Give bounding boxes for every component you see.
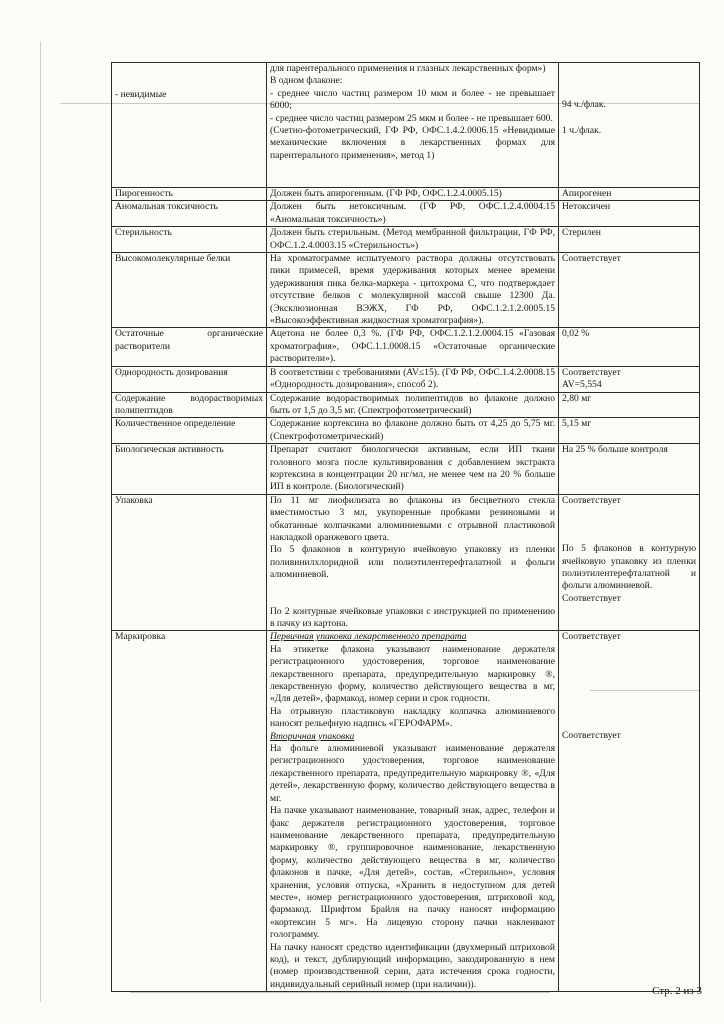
- indicator-cell: [112, 63, 267, 188]
- result-text: Соответствует: [562, 366, 621, 378]
- indicator-name: Однородность дозирования: [112, 366, 267, 392]
- requirement-cell: [267, 63, 559, 188]
- result-text: Апирогенен: [559, 188, 700, 201]
- requirement-text: По 2 контурные ячейковые упаковки с инструкцией по применению в пачку из картона.: [270, 605, 555, 629]
- result-cell: [559, 63, 700, 188]
- requirement-text: На отрывную пластиковую накладку колпачка алюминиевого наносят рельефную надпись «ГЕРОФАРМ».: [270, 705, 555, 730]
- table-row: [112, 253, 700, 328]
- requirement-text: - среднее число частиц размером 25 мкм и более - не превышает 600.: [270, 112, 553, 124]
- result-text: 1 ч./флак.: [562, 125, 602, 137]
- result-text: Соответствует: [562, 631, 621, 643]
- table-row: [112, 227, 700, 253]
- requirement-text: В соответствии с требованиями (AV≤15). (ГФ РФ, ОФС.1.4.2.0008.15 «Однородность дозирования», способ 2).: [267, 366, 559, 392]
- indicator-name: Пирогенность: [112, 188, 267, 201]
- specification-table: [111, 62, 700, 992]
- requirement-text: Препарат считают биологически активным, если ИП ткани головного мозга после культивирования с добавлением экстракта кортексина в концентрации 20 нг/мл, не менее чем на 20 % больше ИП в контроле. (Биологический): [267, 444, 559, 495]
- result-text: По 5 флаконов в контурную ячейковую упаковку из пленки полиэтилентерефталатной и фольги алюминиевой.: [562, 543, 696, 592]
- result-text: Стерилен: [559, 227, 700, 253]
- requirement-text: По 5 флаконов в контурную ячейковую упаковку из пленки поливинилхлоридной или полиэтилентерефталатной и фольги алюминиевой.: [270, 544, 555, 581]
- table-row: [112, 494, 700, 631]
- requirement-text: Должен быть нетоксичным. (ГФ РФ, ОФС.1.2.4.0004.15 «Аномальная токсичность»): [267, 201, 559, 227]
- table-row: [112, 201, 700, 227]
- requirement-cell: [267, 494, 559, 631]
- result-text: 5,15 мг: [559, 418, 700, 444]
- table-row: [112, 63, 700, 188]
- result-text: Нетоксичен: [559, 201, 700, 227]
- indicator-name: Остаточные органические растворители: [112, 328, 267, 366]
- table-row: [112, 328, 700, 366]
- result-text: 0,02 %: [559, 328, 700, 366]
- indicator-name: Стерильность: [112, 227, 267, 253]
- result-text: 2,80 мг: [559, 392, 700, 418]
- indicator-name: Упаковка: [112, 494, 267, 631]
- table-row: [112, 366, 700, 392]
- result-cell: [559, 494, 700, 631]
- table-row: [112, 631, 700, 992]
- result-cell: [559, 631, 700, 992]
- requirement-text: На пачке указывают наименование, товарный знак, адрес, телефон и факс держателя регистрационного удостоверения, торговое наименование лекарственного препарата, предупредительную маркировку ®, группировочное наименование, лекарственную форму, количество действующего вещества в мг, количество флаконов в пачке, «Для детей», состав, «Стерильно», условия хранения, условия отпуска, «Хранить в недоступном для детей месте», номер регистрационного удостоверения, штриховой код, фармакод. Шрифтом Брайля на пачку наносят информацию «кортексин 5 мг». На лицевую сторону пачки наклеивают голограмму.: [270, 805, 555, 941]
- indicator-name: - невидимые: [115, 89, 167, 100]
- requirement-text: Ацетона не более 0,3 %. (ГФ РФ, ОФС.1.2.1.2.0004.15 «Газовая хроматография», ОФС.1.1.0008.15 «Остаточные органические растворители»).: [267, 328, 559, 366]
- table-row: [112, 188, 700, 201]
- subheading-secondary-packaging: Вторичная упаковка: [270, 730, 355, 742]
- indicator-name: Биологическая активность: [112, 444, 267, 495]
- indicator-name: Аномальная токсичность: [112, 201, 267, 227]
- page-number: Стр. 2 из 3: [652, 985, 702, 997]
- requirement-text: На фольге алюминиевой указывают наименование держателя регистрационного удостоверения, торговое наименование лекарственного препарата, предупредительную маркировку ®, «Для детей», лекарственную форму, количество действующего вещества в мг.: [270, 743, 555, 804]
- table-row: [112, 392, 700, 418]
- requirement-text: - среднее число частиц размером 10 мкм и более - не превышает 6000;: [270, 87, 555, 112]
- result-cell: [559, 366, 700, 392]
- requirement-text: На пачку наносят средство идентификации (двухмерный штриховой код), и текст, дублирующий информацию, закодированную в нем (номер производственной серии, дата истечения срока годности, индивидуальный серийный номер (при наличии)).: [270, 941, 555, 990]
- result-text: AV=5,554: [562, 379, 602, 391]
- result-text: Соответствует: [559, 253, 700, 328]
- requirement-text: Содержание кортексина во флаконе должно быть от 4,25 до 5,75 мг. (Спектрофотометрический): [267, 418, 559, 444]
- requirement-text: (Счетно-фотометрический, ГФ РФ, ОФС.1.4.2.0006.15 «Невидимые механические включения в лекарственных формах для парентерального применения», метод 1): [270, 125, 555, 161]
- subheading-primary-packaging: Первичная упаковка лекарственного препарата: [270, 631, 467, 643]
- result-text: Соответствует: [562, 592, 621, 604]
- requirement-text: Должен быть апирогенным. (ГФ РФ, ОФС.1.2.4.0005.15): [267, 188, 559, 201]
- table-row: [112, 444, 700, 495]
- requirement-cell: [267, 631, 559, 992]
- requirement-text: В одном флаконе:: [270, 75, 343, 87]
- requirement-text: Содержание водорастворимых полипептидов во флаконе должно быть от 1,5 до 3,5 мг. (Спектрофотометрический): [267, 392, 559, 418]
- requirement-text: На хроматограмме испытуемого раствора должны отсутствовать пики примесей, время удерживания которых менее времени удерживания пика белка-маркера - цитохрома С, что подтверждает отсутствие белков с молекулярной массой свыше 12300 Да. (Эксклюзионная ВЭЖХ, ГФ РФ, ОФС.1.2.1.2.0005.15 «Высокоэффективная жидкостная хроматография»).: [267, 253, 559, 328]
- indicator-name: Маркировка: [112, 631, 267, 992]
- indicator-name: Высокомолекулярные белки: [112, 253, 267, 328]
- requirement-text: Должен быть стерильным. (Метод мембранной фильтрации, ГФ РФ, ОФС.1.2.4.0003.15 «Стерильность»): [267, 227, 559, 253]
- indicator-name: Количественное определение: [112, 418, 267, 444]
- result-text: Соответствует: [562, 729, 621, 741]
- page-edge-line: [40, 42, 41, 1002]
- table-row: [112, 418, 700, 444]
- result-text: На 25 % больше контроля: [559, 444, 700, 495]
- indicator-name: Содержание водорастворимых полипептидов: [112, 392, 267, 418]
- requirement-text: для парентерального применения и глазных лекарственных форм»): [270, 63, 546, 74]
- result-text: 94 ч./флак.: [562, 99, 606, 110]
- result-text: Соответствует: [562, 494, 621, 506]
- requirement-text: На этикетке флакона указывают наименование держателя регистрационного удостоверения, торговое наименование лекарственного препарата, предупредительную маркировку ®, лекарственную форму, количество действующего вещества в мг, «Для детей», фармакод, номер серии и срок годности.: [270, 643, 555, 705]
- requirement-text: По 11 мг лиофилизата во флаконы из бесцветного стекла вместимостью 3 мл, укупоренные пробками резиновыми и обкатанные колпачками алюминиевыми с отрывной пластиковой накладкой оранжевого цвета.: [270, 494, 555, 543]
